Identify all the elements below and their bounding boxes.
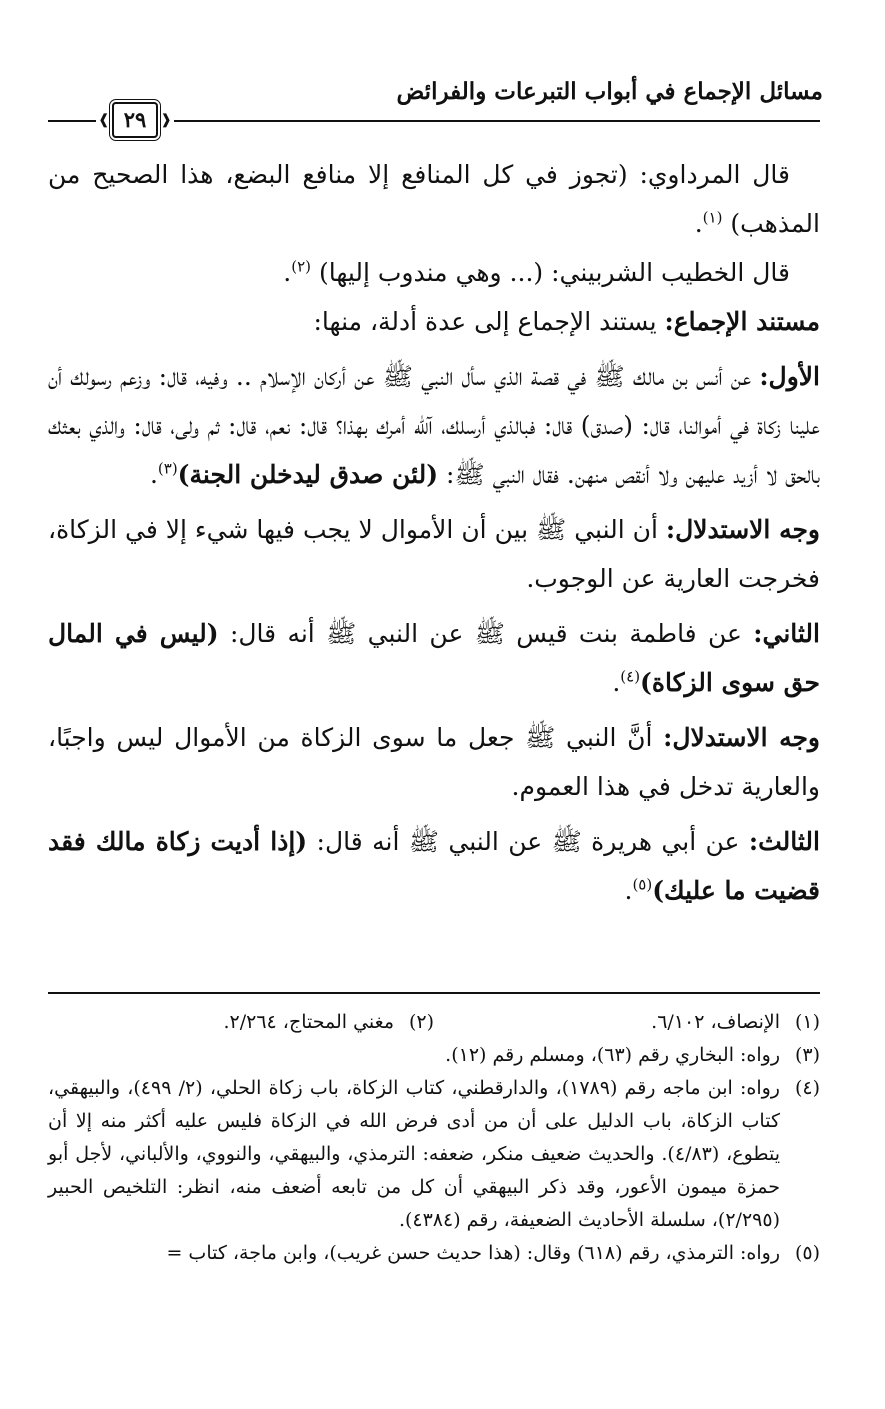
footnotes [48, 1006, 820, 1270]
page-number: ٢٩ [112, 102, 159, 138]
footnote-ref: (٥) [632, 875, 653, 894]
paragraph-third-evidence: الثالث: عن أبي هريرة ﷺ عن النبي ﷺ أنه قال: (إذا أديت زكاة مالك فقد قضيت ما عليك)$^{(٥)}$. [48, 827, 820, 905]
hadith-quote: (إذا أديت زكاة مالك فقد قضيت ما عليك) [48, 827, 820, 905]
footnote-1: (١) الإنصاف، ٦/١٠٢. [651, 1011, 820, 1033]
running-title: مسائل الإجماع في أبواب التبرعات والفرائض [396, 78, 823, 105]
page-number-frame [96, 100, 174, 140]
section-label: وجه الاستدلال: [663, 723, 820, 752]
section-label: مستند الإجماع: [664, 307, 820, 336]
main-text [48, 150, 820, 915]
section-label: الثالث: [748, 827, 820, 856]
section-label: وجه الاستدلال: [665, 515, 820, 544]
footnote-ref: (٢) [291, 257, 311, 276]
footnote-ref: (١) [702, 208, 723, 227]
hadith-quote: (ليس في المال حق سوى الزكاة) [48, 619, 820, 697]
ornament-right-icon: ❱ [160, 112, 173, 128]
paragraph-inference-2: وجه الاستدلال: أنَّ النبي ﷺ جعل ما سوى الزكاة من الأموال ليس واجبًا، والعارية تدخل في هذا العموم. [48, 723, 820, 801]
paragraph-inference-1: وجه الاستدلال: أن النبي ﷺ بين أن الأموال لا يجب فيها شيء إلا في الزكاة، فخرجت العارية عن الوجوب. [48, 515, 820, 593]
footnote-3: (٣) رواه: البخاري رقم (٦٣)، ومسلم رقم (١٢). [445, 1044, 820, 1066]
paragraph-basis: مستند الإجماع: يستند الإجماع إلى عدة أدلة، منها: [313, 307, 820, 336]
footnote-5: (٥) رواه: الترمذي، رقم (٦١٨) وقال: (هذا حديث حسن غريب)، وابن ماجة، كتاب = [166, 1242, 820, 1264]
footnote-row [48, 1006, 820, 1039]
paragraph-shirbini: قال الخطيب الشربيني: (... وهي مندوب إليها) $^{(٢)}$. [283, 257, 790, 287]
hadith-quote: (لئن صدق ليدخلن الجنة) [177, 460, 439, 489]
footnote-4: (٤) رواه: ابن ماجه رقم (١٧٨٩)، والدارقطني، كتاب الزكاة، باب زكاة الحلي، (٢/ ٤٩٩)، والبيهقي، كتاب الزكاة، باب الدليل على أن من أدى فرض الله في الزكاة فليس عليه أكثر منه إلا أن يتطوع، (٤/٨٣). والحديث ضعيف منكر، ضعفه: الترمذي، والبيهقي، والنووي، والألباني، لأجل أبو حمزة ميمون الأعور، وقد ذكر البيهقي أن كل من تابعه أضعف منه، انظر: التلخيص الحبير (٢/٢٩٥)، سلسلة الأحاديث الضعيفة، رقم (٤٣٨٤). [48, 1077, 820, 1231]
paragraph-first-evidence: الأول: عن أنس بن مالك ﷺ في قصة الذي سأل النبي ﷺ عن أركان الإسلام .. وفيه، قال: وزعم رسولك أن علينا زكاة في أموالنا، قال: (صدق) قال: فبالذي أرسلك، آلله أمرك بهذا؟ قال: نعم، قال: ثم ولى، قال: والذي بعثك بالحق لا أزيد عليهن ولا أنقص منهن. فقال النبي ﷺ: (لئن صدق ليدخلن الجنة)$^{(٣)}$. [48, 362, 820, 489]
footnote-ref: (٤) [620, 667, 641, 686]
section-label: الأول: [759, 362, 820, 391]
footnote-2: (٢) مغني المحتاج، ٢/٢٦٤. [223, 1011, 434, 1033]
paragraph-second-evidence: الثاني: عن فاطمة بنت قيس ﷺ عن النبي ﷺ أنه قال: (ليس في المال حق سوى الزكاة)$^{(٤)}$. [48, 619, 820, 697]
section-label: الثاني: [753, 619, 820, 648]
ornament-left-icon: ❰ [97, 112, 110, 128]
paragraph-mardawi: قال المرداوي: (تجوز في كل المنافع إلا منافع البضع، هذا الصحيح من المذهب) $^{(١)}$. [48, 160, 820, 238]
footnote-ref: (٣) [157, 459, 178, 478]
footnote-separator [48, 992, 820, 994]
